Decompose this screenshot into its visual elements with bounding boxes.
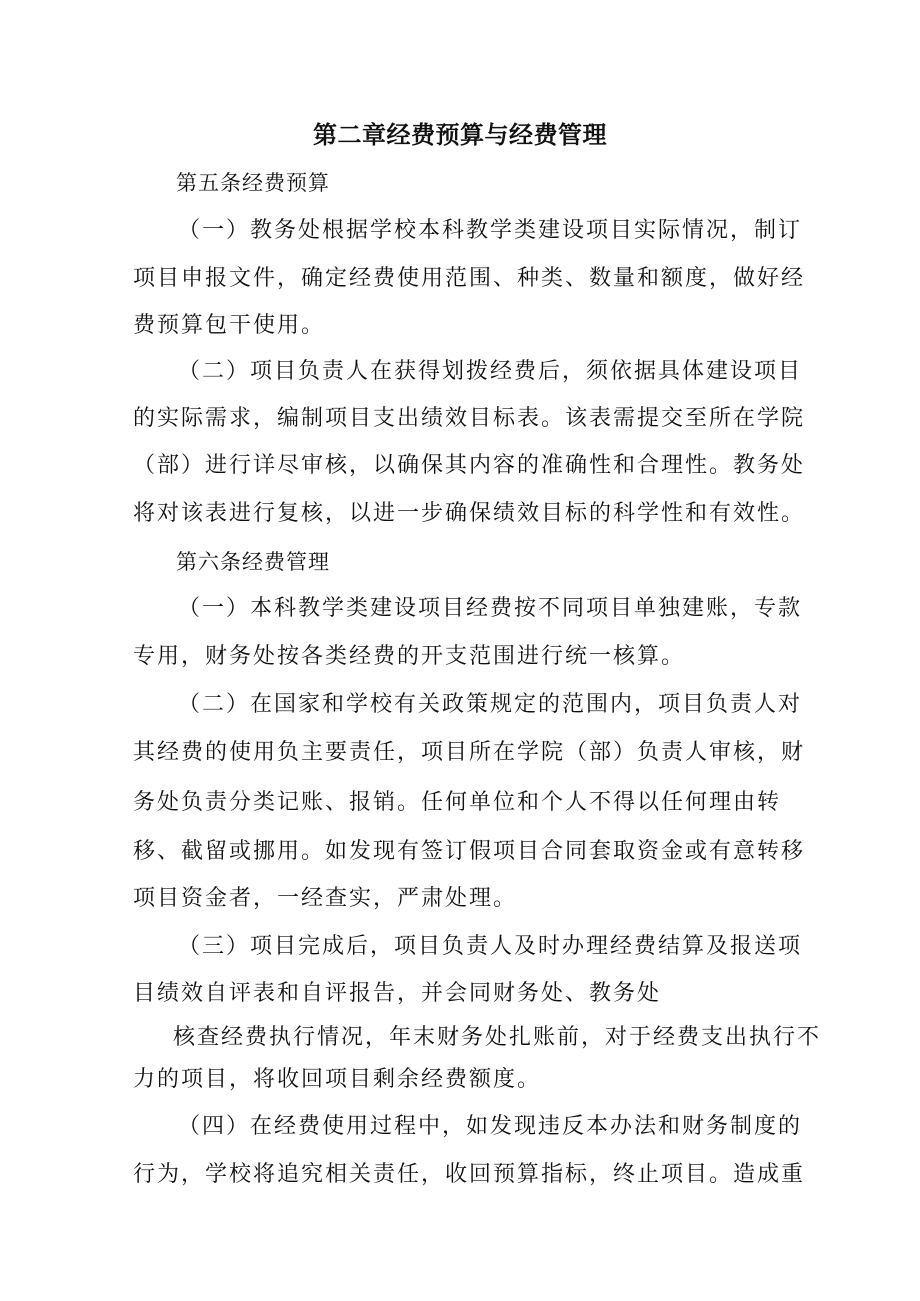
article-6-para-4-line-2: 行为，学校将追究相关责任，收回预算指标，终止项目。造成重 [133,1162,806,1187]
article-5-heading: 第五条经费预算 [176,171,330,195]
article-5-para-1-line-2: 项目申报文件，确定经费使用范围、种类、数量和额度，做好经 [133,266,806,291]
article-5-para-1-line-3: 费预算包干使用。 [133,313,326,338]
article-6-para-2-line-1: （二）在国家和学校有关政策规定的范围内，项目负责人对 [178,692,803,717]
chapter-title: 第二章经费预算与经费管理 [313,121,607,149]
article-6-para-4-line-1: （四）在经费使用过程中，如发现违反本办法和财务制度的 [178,1114,803,1139]
article-5-para-2-line-2: 的实际需求，编制项目支出绩效目标表。该表需提交至所在学院 [133,406,806,431]
article-6-para-3-line-1: （三）项目完成后，项目负责人及时办理经费结算及报送项 [178,934,803,959]
article-6-para-3-line-2: 目绩效自评表和自评报告，并会同财务处、教务处 [133,981,662,1006]
article-6-para-2-line-3: 务处负责分类记账、报销。任何单位和个人不得以任何理由转 [133,790,782,815]
article-6-para-2-line-5: 项目资金者，一经查实，严肃处理。 [133,886,518,911]
article-6-para-2-line-2: 其经费的使用负主要责任，项目所在学院（部）负责人审核，财 [133,740,806,765]
article-6-para-1-line-1: （一）本科教学类建设项目经费按不同项目单独建账，专款 [178,596,803,621]
article-5-para-2-line-4: 将对该表进行复核，以进一步确保绩效目标的科学性和有效性。 [133,501,806,526]
article-6-para-1-line-2: 专用，财务处按各类经费的开支范围进行统一核算。 [133,644,686,669]
article-5-para-1-line-1: （一）教务处根据学校本科教学类建设项目实际情况，制订 [178,218,803,243]
article-6-para-2-line-4: 移、截留或挪用。如发现有签订假项目合同套取资金或有意转移 [133,839,806,864]
article-6-heading: 第六条经费管理 [176,550,330,574]
article-5-para-2-line-1: （二）项目负责人在获得划拨经费后，须依据具体建设项目 [178,359,803,384]
article-6-para-3-line-4: 力的项目，将收回项目剩余经费额度。 [133,1067,542,1092]
article-5-para-2-line-3: （部）进行详尽审核，以确保其内容的准确性和合理性。教务处 [133,453,806,478]
article-6-para-3-line-3: 核查经费执行情况，年末财务处扎账前，对于经费支出执行不 [173,1025,822,1050]
